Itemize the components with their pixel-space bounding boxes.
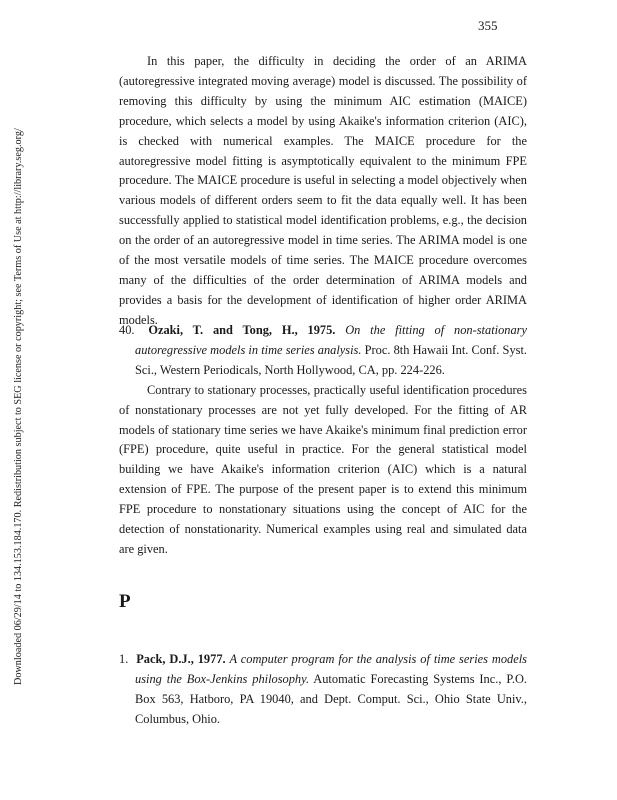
reference-40-abstract: Contrary to stationary processes, practically useful identification procedures of nonstationary processes are not yet fully developed. For the fitting of AR models of stationary time series we have Akaike's minimum final prediction error (FPE) procedure, quite useful in practice. For the general statistical model building we have Akaike's information criterion (AIC) which is a natural extension of FPE. The purpose of the present paper is to extend this minimum FPE procedure to nonstationary situations using the concept of AIC for the detection of nonstationarity. Numerical examples using real and simulated data are given.: [119, 382, 527, 556]
reference-authors: Pack, D.J., 1977.: [136, 652, 226, 666]
page-number: 355: [478, 18, 498, 33]
intro-abstract: [119, 52, 527, 331]
download-stamp: [0, 0, 24, 800]
download-stamp-text: Downloaded 06/29/14 to 134.153.184.170. Redistribution subject to SEG license or copyright; see Terms of Use at http://library.seg.org/: [13, 128, 24, 685]
intro-paragraph: In this paper, the difficulty in deciding the order of an ARIMA (autoregressive integrated moving average) model is discussed. The possibility of removing this difficulty by using the minimum AIC estimation (MAICE) procedure, which selects a model by using Akaike's information criterion (AIC), is checked with numerical examples. The MAICE procedure for the autoregressive model fitting is asymptotically equivalent to the minimum FPE procedure. The MAICE procedure is useful in selecting a model objectively when various models of different orders seem to fit the data equally well. It has been successfully applied to statistical model identification problems, e.g., the decision on the order of an autoregressive model in time series. The ARIMA model is one of the most versatile models of time series. The MAICE procedure overcomes many of the difficulties of the order determination of ARIMA models and provides a basis for the development of identification of higher order ARIMA models.: [119, 54, 527, 327]
section-heading: P: [119, 591, 131, 612]
reference-number: 1.: [119, 652, 129, 666]
reference-40-citation: [119, 321, 527, 381]
reference-40: [119, 321, 527, 560]
reference-source: Proc. 8th Hawaii Int. Conf. Syst. Sci., Western Periodicals, North Hollywood, CA, pp. 224-226.: [135, 342, 527, 377]
reference-source: Automatic Forecasting Systems Inc., P.O. Box 563, Hatboro, PA 19040, and Dept. Comput. Sci., Ohio State Univ., Columbus, Ohio.: [135, 671, 527, 726]
reference-number: 40.: [119, 323, 135, 337]
reference-p1: [119, 650, 527, 730]
reference-authors: Ozaki, T. and Tong, H., 1975.: [148, 323, 336, 337]
reference-title: A computer program for the analysis of time series models using the Box-Jenkins philosophy.: [135, 652, 527, 686]
reference-title: On the fitting of non-stationary autoregressive models in time series analysis.: [135, 323, 527, 357]
reference-p1-citation: [119, 650, 527, 730]
